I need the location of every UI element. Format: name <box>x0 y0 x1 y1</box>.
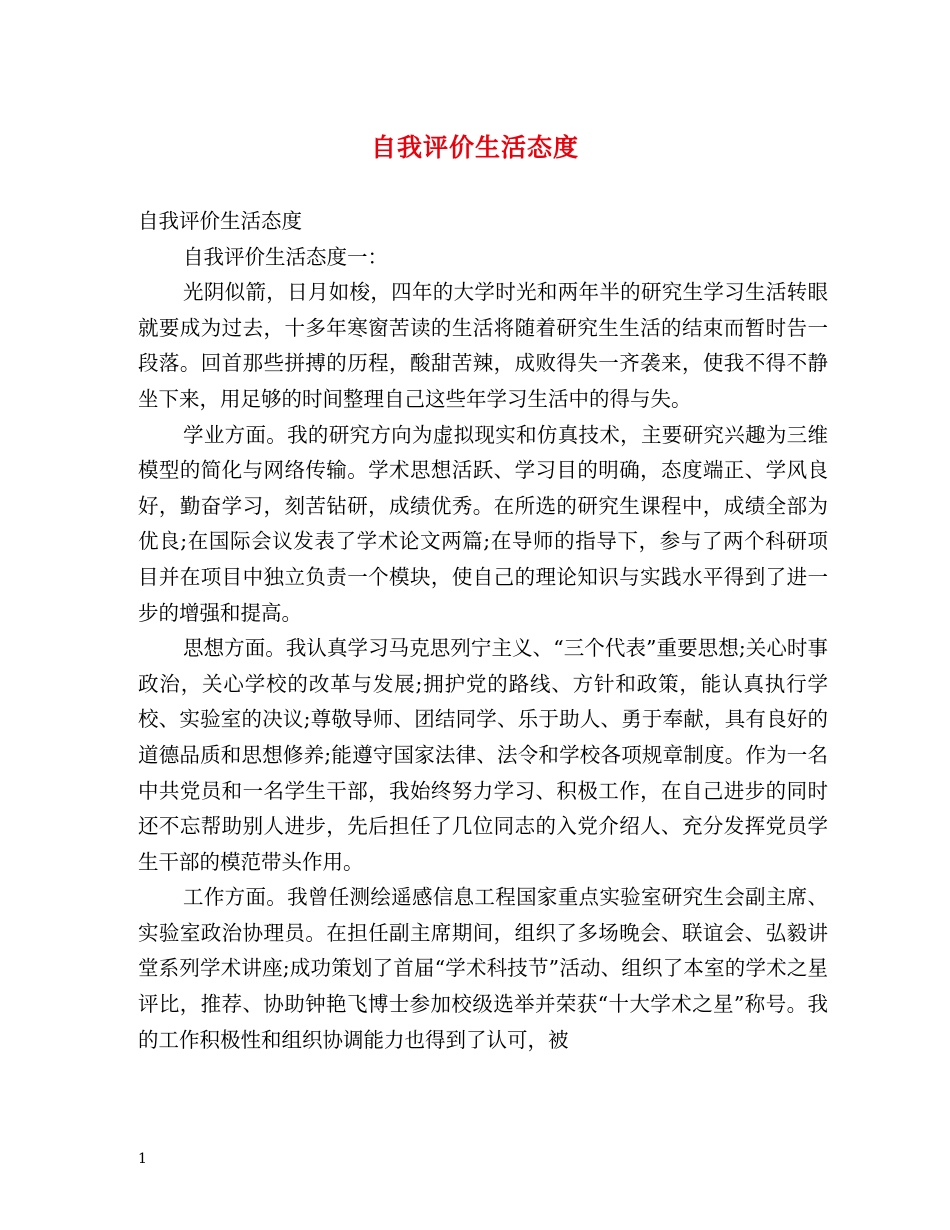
paragraph: 工作方面。我曾任测绘遥感信息工程国家重点实验室研究生会副主席、实验室政治协理员。在担任副主席期间，组织了多场晚会、联谊会、弘毅讲堂系列学术讲座;成功策划了首届“学术科技节”活动、组织了本室的学术之星评比，推荐、协助钟艳飞博士参加校级选举并荣获“十大学术之星”称号。我的工作积极性和组织协调能力也得到了认可，被 <box>138 885 828 1052</box>
page-number: 1 <box>138 1151 147 1167</box>
document-title: 自我评价生活态度 <box>370 133 579 162</box>
paragraph: 自我评价生活态度一： <box>183 244 388 269</box>
paragraph: 自我评价生活态度 <box>138 209 302 233</box>
paragraph: 思想方面。我认真学习马克思列宁主义、“三个代表”重要思想;关心时事政治，关心学校的改革与发展;拥护党的路线、方针和政策，能认真执行学校、实验室的决议;尊敬导师、团结同学、乐于助人、勇于奉献，具有良好的道德品质和思想修养;能遵守国家法律、法令和学校各项规章制度。作为一名中共党员和一名学生干部，我始终努力学习、积极工作，在自己进步的同时还不忘帮助别人进步，先后担任了几位同志的入党介绍人、充分发挥党员学生干部的模范带头作用。 <box>138 636 828 874</box>
paragraph: 学业方面。我的研究方向为虚拟现实和仿真技术，主要研究兴趣为三维模型的简化与网络传输。学术思想活跃、学习目的明确，态度端正、学风良好，勤奋学习，刻苦钻研，成绩优秀。在所选的研究生课程中，成绩全部为优良;在国际会议发表了学术论文两篇;在导师的指导下，参与了两个科研项目并在项目中独立负责一个模块，使自己的理论知识与实践水平得到了进一步的增强和提高。 <box>138 422 828 625</box>
document-body <box>138 204 828 1058</box>
paragraph: 光阴似箭，日月如梭，四年的大学时光和两年半的研究生学习生活转眼就要成为过去，十多年寒窗苦读的生活将随着研究生生活的结束而暂时告一段落。回首那些拼搏的历程，酸甜苦辣，成败得失一齐袭来，使我不得不静坐下来，用足够的时间整理自己这些年学习生活中的得与失。 <box>138 280 828 411</box>
